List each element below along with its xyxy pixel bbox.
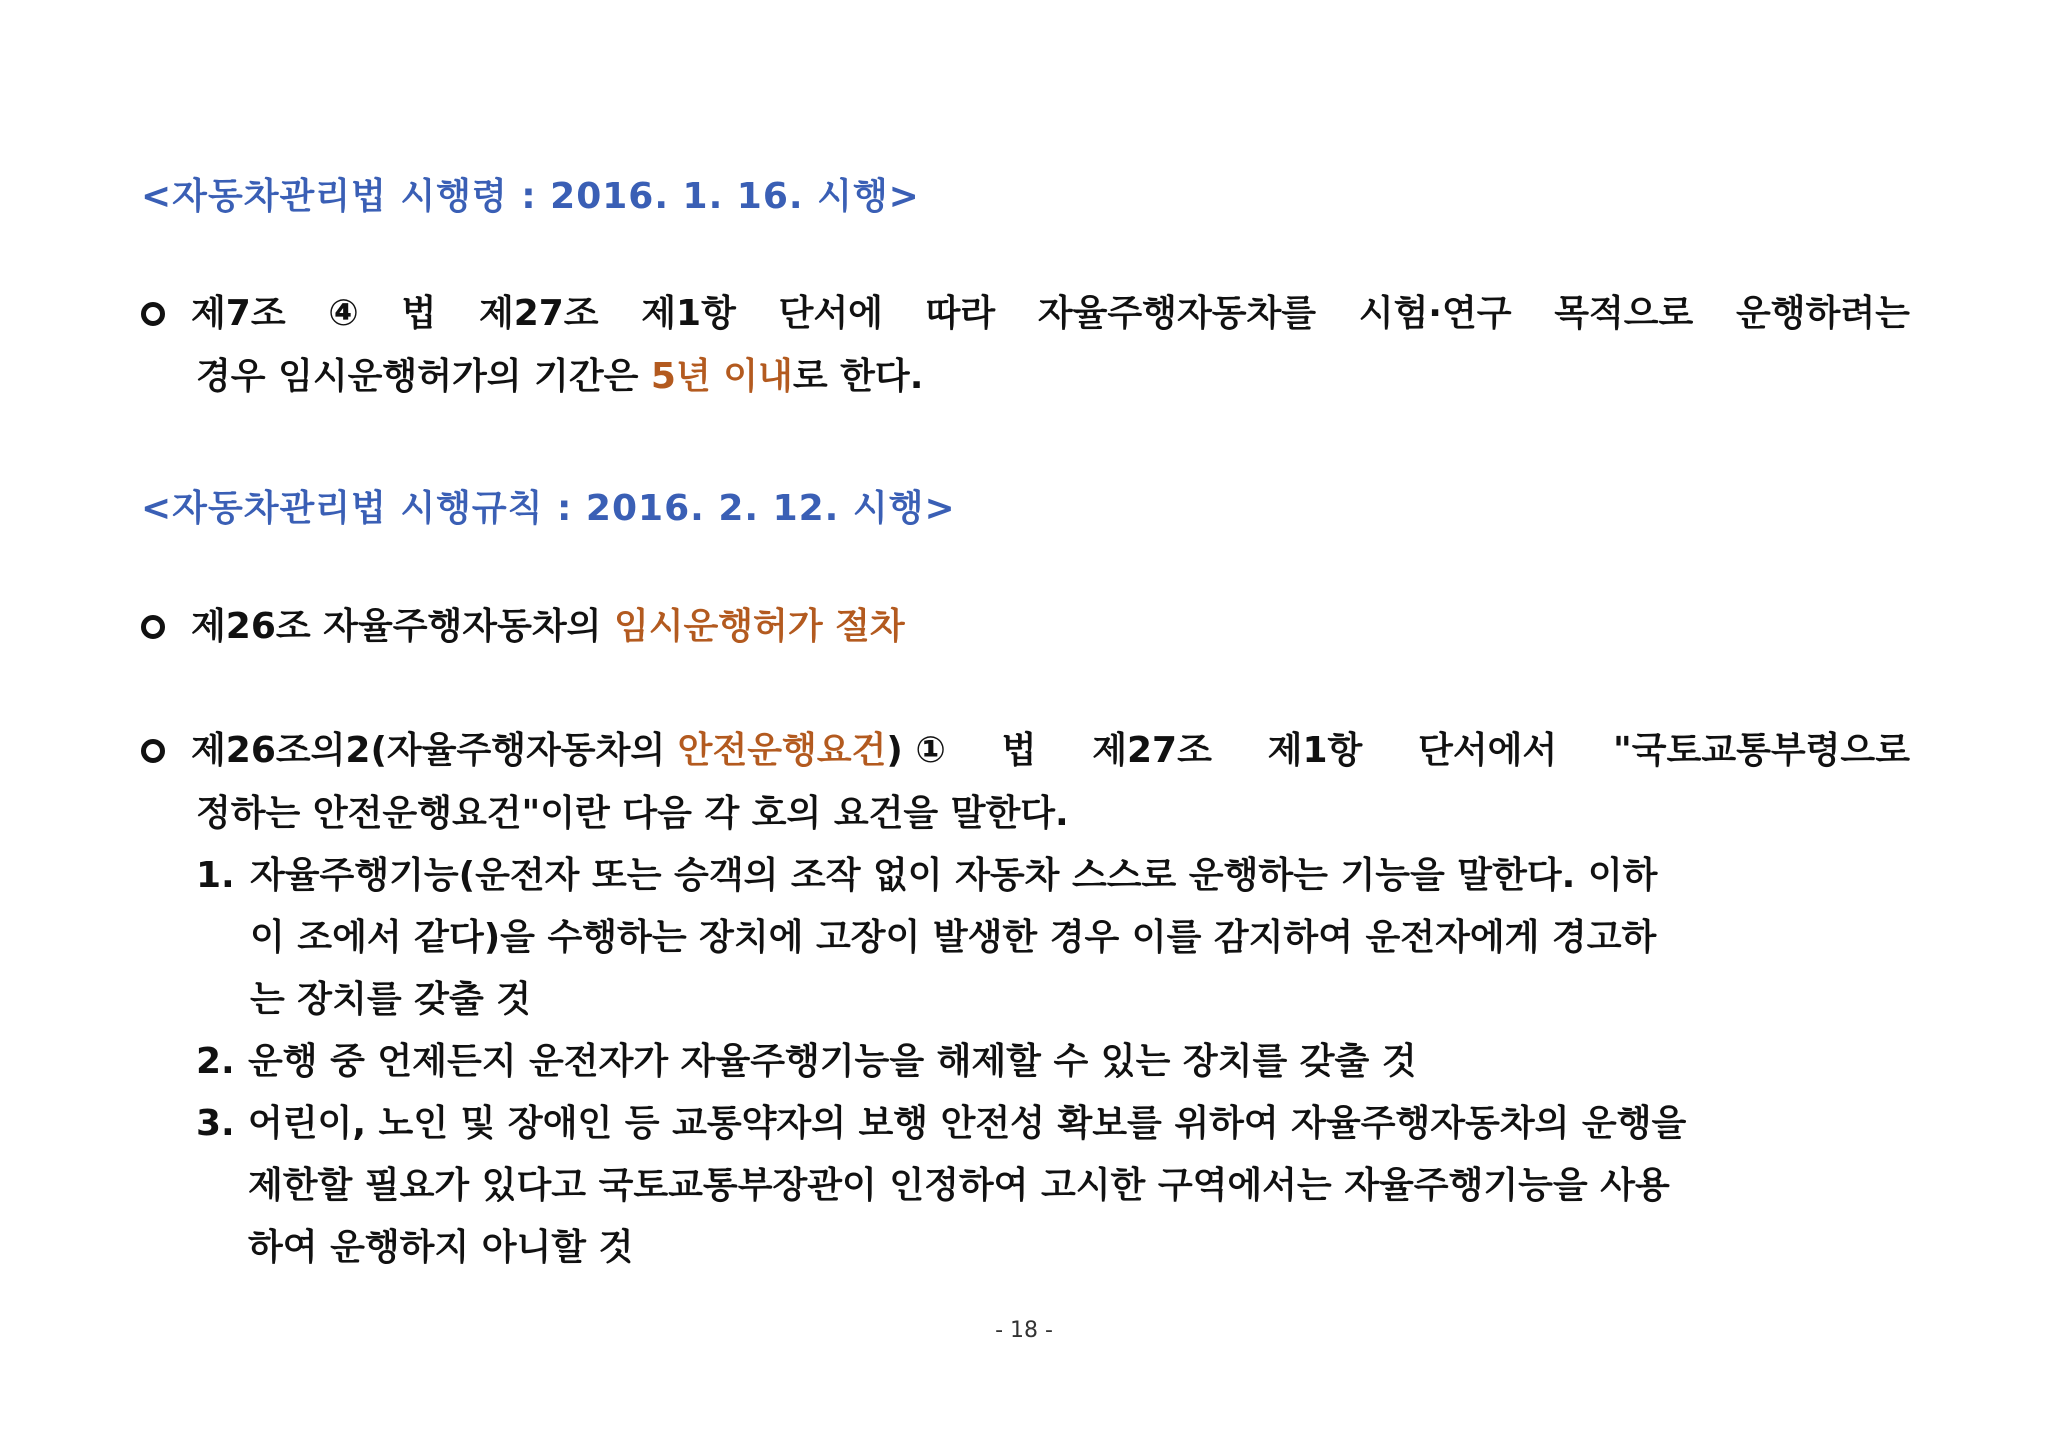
enforcement-decree-heading: <자동차관리법 시행령 : 2016. 1. 16. 시행> bbox=[141, 176, 920, 217]
item-3-line-3: 하여 운행하지 아니할 것 bbox=[248, 1227, 634, 1268]
item-1-line-1: 자율주행기능(운전자 또는 승객의 조작 없이 자동차 스스로 운행하는 기능을 말한다. 이하 bbox=[250, 855, 1658, 896]
item-2-number: 2. bbox=[196, 1041, 235, 1082]
word: 단서에서 bbox=[1418, 730, 1558, 771]
text: 경우 임시운행허가의 기간은 bbox=[196, 356, 651, 397]
item-3-number: 3. bbox=[196, 1103, 235, 1144]
bullet-icon bbox=[141, 739, 165, 763]
word: ④ bbox=[328, 293, 359, 334]
article-26-2-line-1 bbox=[141, 720, 1910, 782]
period-highlight: 5년 이내 bbox=[650, 356, 793, 397]
article-7-line-2 bbox=[196, 346, 923, 408]
article-26-2-line-2: 정하는 안전운행요건"이란 다음 각 호의 요건을 말한다. bbox=[196, 793, 1069, 834]
word: 제27조 bbox=[1092, 730, 1212, 771]
page-number: - 18 - bbox=[995, 1318, 1053, 1343]
word: 목적으로 bbox=[1554, 293, 1694, 334]
text: 로 한다. bbox=[792, 356, 924, 397]
word: 법 bbox=[401, 293, 437, 334]
procedure-highlight: 임시운행허가 절차 bbox=[613, 606, 905, 647]
word: 따라 bbox=[925, 293, 996, 334]
word: "국토교통부령으로 bbox=[1613, 730, 1910, 771]
enforcement-rule-heading: <자동차관리법 시행규칙 : 2016. 2. 12. 시행> bbox=[141, 488, 956, 529]
word: 법 bbox=[1001, 730, 1037, 771]
word: 제1항 bbox=[1267, 730, 1363, 771]
text: 제26조의2(자율주행자동차의 안전운행요건) ① bbox=[141, 720, 946, 782]
word: 제1항 bbox=[641, 293, 736, 334]
word: 시험·연구 bbox=[1358, 293, 1512, 334]
word: 운행하려는 bbox=[1736, 293, 1910, 334]
article-26-line bbox=[141, 596, 905, 658]
item-3-line-2: 제한할 필요가 있다고 국토교통부장관이 인정하여 고시한 구역에서는 자율주행기능을 사용 bbox=[248, 1165, 1670, 1206]
bullet-icon bbox=[141, 615, 165, 639]
safety-requirements-highlight: 안전운행요건 bbox=[677, 730, 887, 771]
article-7-line-1 bbox=[141, 283, 1910, 345]
word: 단서에 bbox=[778, 293, 883, 334]
text: 제26조 자율주행자동차의 bbox=[191, 606, 614, 647]
word: 자율주행자동차를 bbox=[1037, 293, 1317, 334]
bullet-icon: 제7조 bbox=[141, 283, 286, 345]
word: 제27조 bbox=[478, 293, 599, 334]
item-2-line-1: 운행 중 언제든지 운전자가 자율주행기능을 해제할 수 있는 장치를 갖출 것 bbox=[248, 1041, 1417, 1082]
item-1-number: 1. bbox=[196, 855, 235, 896]
item-1-line-2: 이 조에서 같다)을 수행하는 장치에 고장이 발생한 경우 이를 감지하여 운전자에게 경고하 bbox=[250, 917, 1657, 958]
item-1-line-3: 는 장치를 갖출 것 bbox=[250, 979, 532, 1020]
item-3-line-1: 어린이, 노인 및 장애인 등 교통약자의 보행 안전성 확보를 위하여 자율주행자동차의 운행을 bbox=[248, 1103, 1687, 1144]
